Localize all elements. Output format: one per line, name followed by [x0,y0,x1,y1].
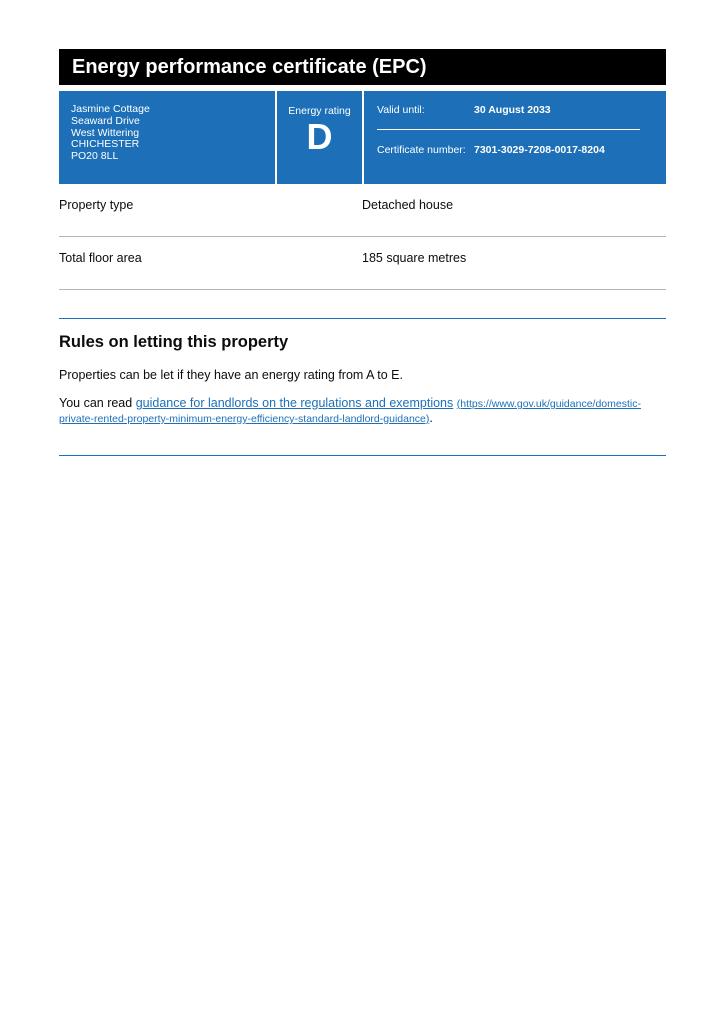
property-type-label: Property type [59,198,134,212]
property-address [59,91,275,184]
valid-until-row [377,104,666,117]
property-type-row [59,184,666,237]
certificate-number-value: 7301-3029-7208-0017-8204 [474,144,605,156]
floor-area-row [59,237,666,290]
address-line: CHICHESTER [71,138,140,151]
certificate-details [364,91,666,184]
energy-rating-value: D [306,116,333,157]
valid-until-label: Valid until: [377,104,425,116]
energy-rating-box [277,91,362,184]
floor-area-value: 185 square metres [362,251,467,265]
guidance-url-line1[interactable]: (https://www.gov.uk/guidance/domestic- [456,398,641,410]
guidance-link[interactable]: guidance for landlords on the regulations and exemptions [135,396,454,410]
valid-until-value: 30 August 2033 [474,104,551,116]
page-title: Energy performance certificate (EPC) [59,49,666,85]
address-line: Jasmine Cottage [71,103,150,115]
floor-area-label: Total floor area [59,251,142,265]
section-divider [59,318,666,319]
certificate-number-row [377,144,666,157]
certificate-number-label: Certificate number: [377,144,466,156]
guidance-suffix: . [429,411,433,425]
rules-heading: Rules on letting this property [59,333,289,351]
epc-page [59,49,666,456]
energy-rating-label: Energy rating [288,105,351,117]
address-line: Seaward Drive [71,114,140,127]
address-line: PO20 8LL [71,150,119,163]
certificate-summary [59,91,666,184]
rules-intro: Properties can be let if they have an energy rating from A to E. [59,368,403,382]
property-type-value: Detached house [362,198,454,212]
guidance-prefix: You can read [59,396,136,410]
details-divider [377,129,640,130]
address-line: West Wittering [71,126,140,139]
section-divider-bottom [59,455,666,456]
rules-guidance-text [59,396,666,426]
guidance-url-line2[interactable]: private-rented-property-minimum-energy-efficiency-standard-landlord-guidance) [59,413,430,425]
